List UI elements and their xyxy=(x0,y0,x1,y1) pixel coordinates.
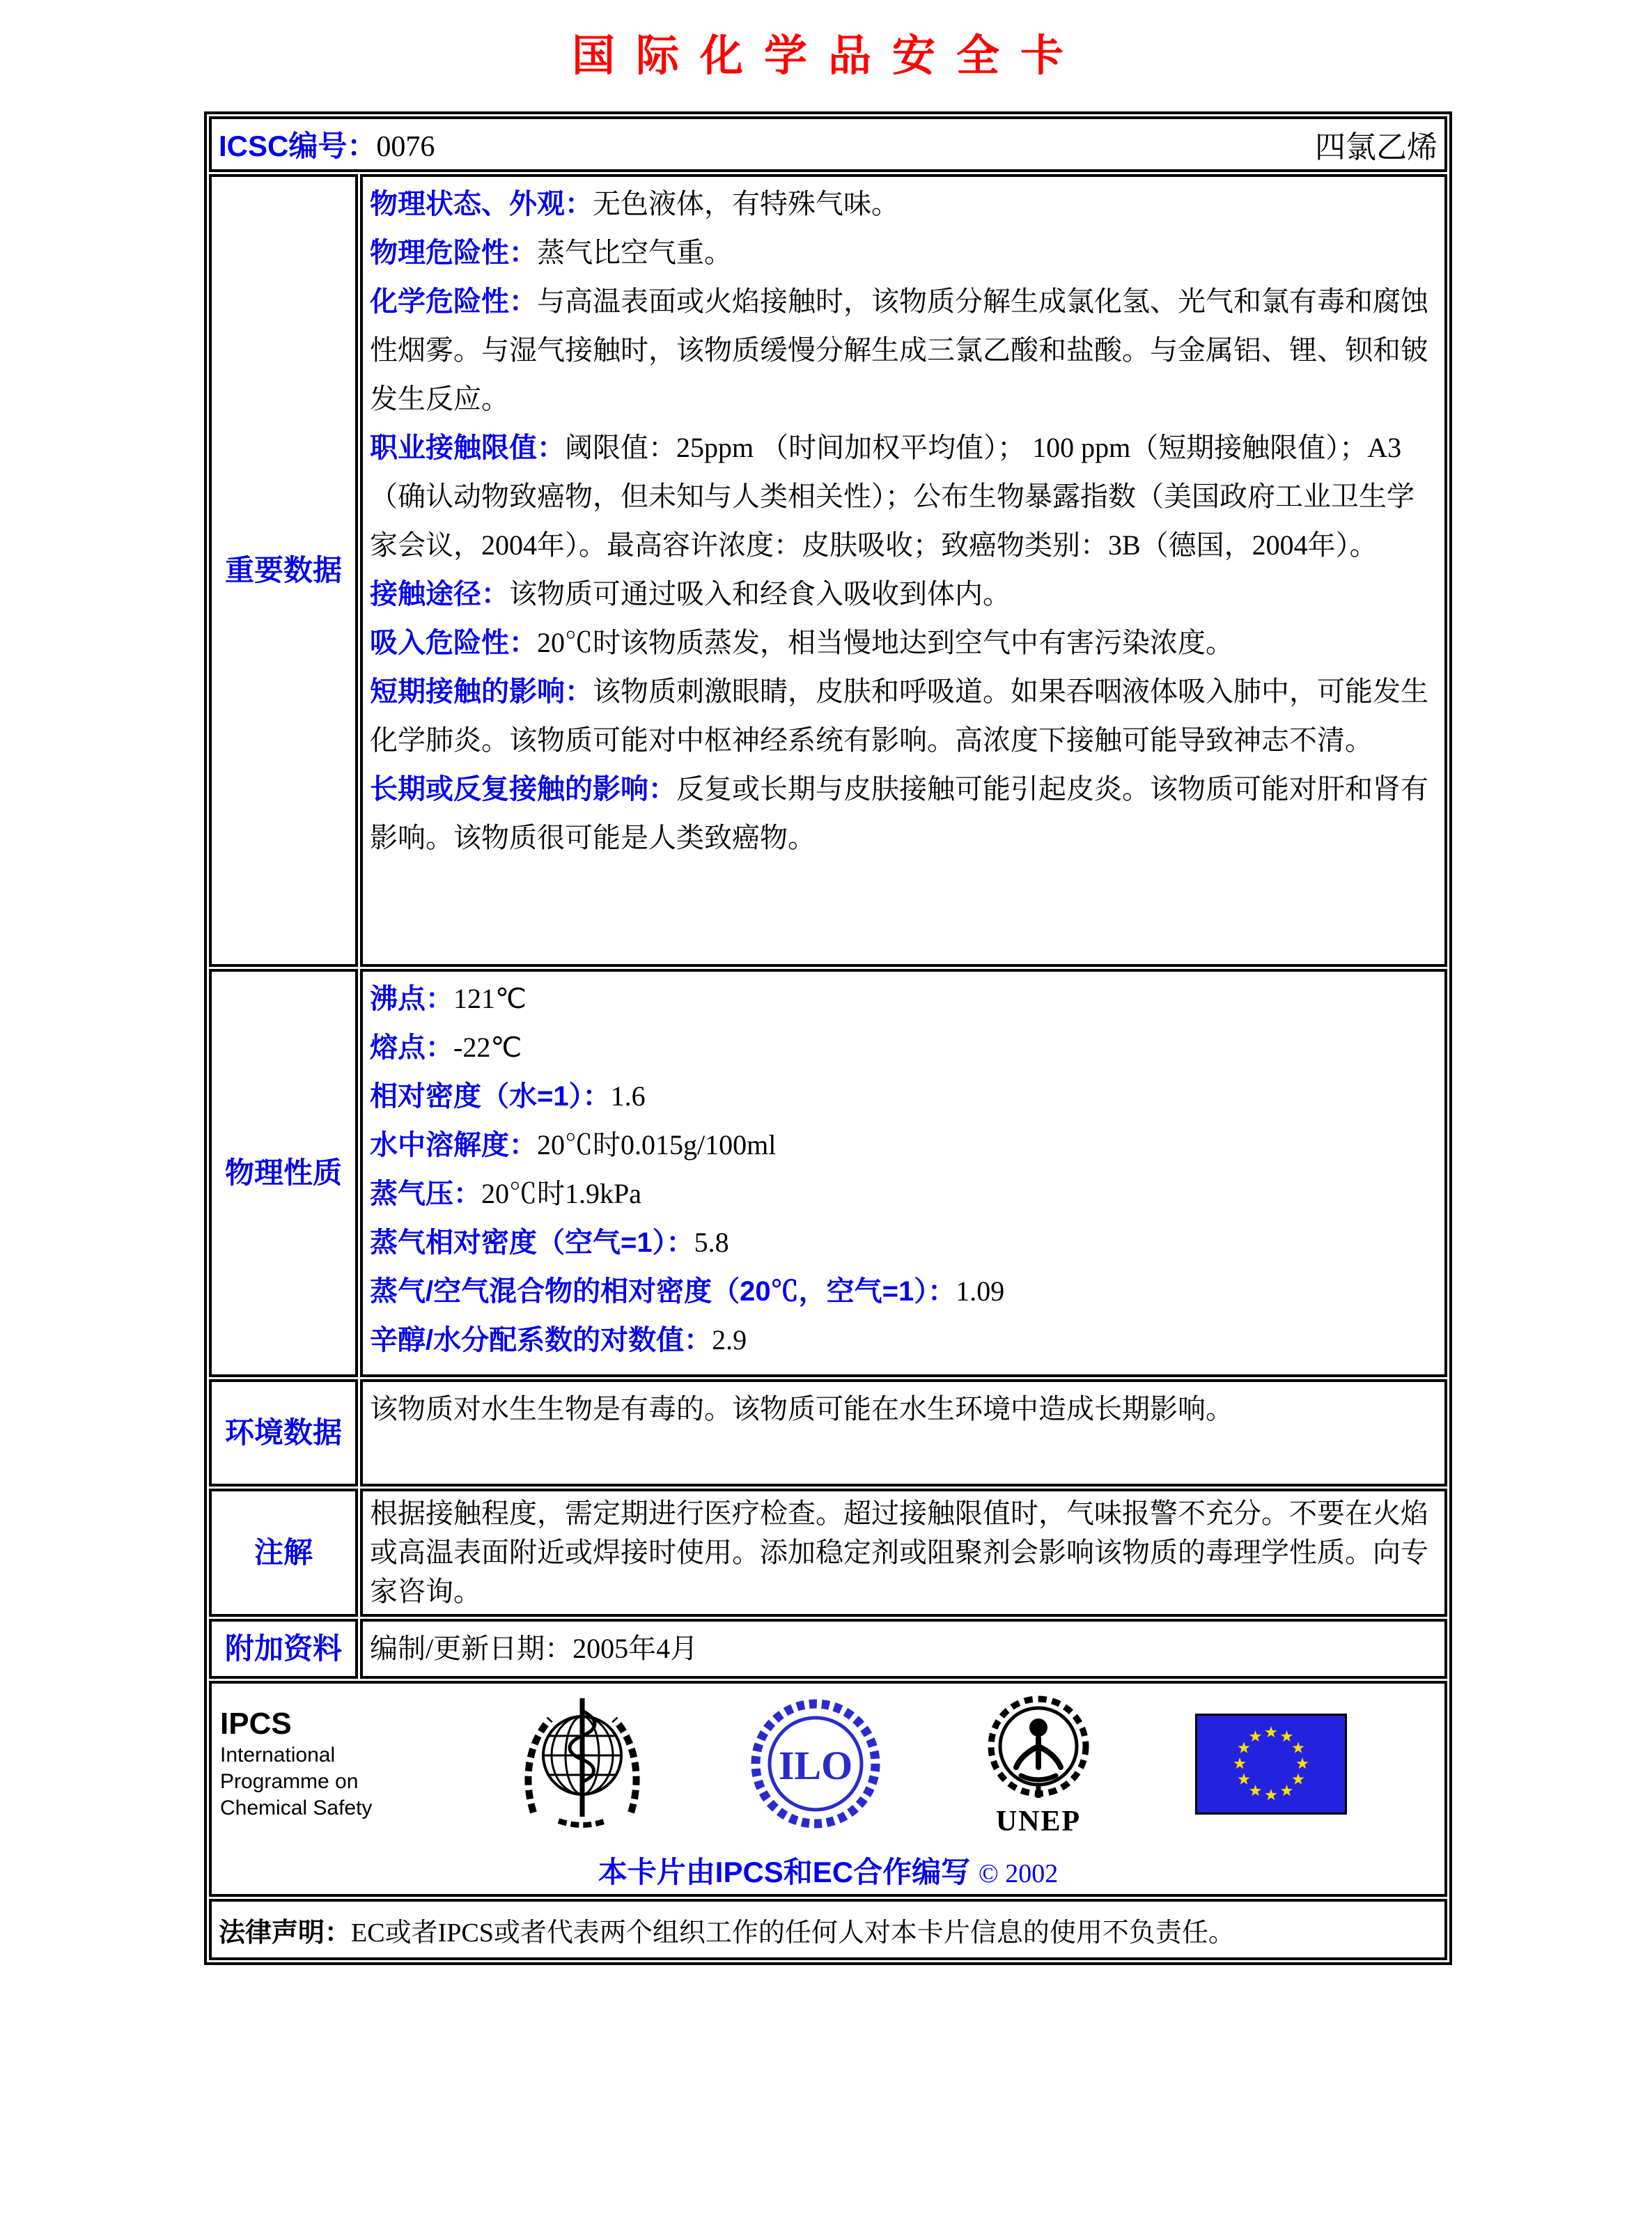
ipcs-line-2: Programme on xyxy=(220,1770,359,1793)
entry-exposure-routes: 接触途径：该物质可通过吸入和经食入吸收到体内。 xyxy=(370,578,1011,610)
icsc-number-label: ICSC编号： xyxy=(219,130,377,162)
notes-row xyxy=(209,1489,1447,1617)
entry-chemical-danger: 化学危险性：与高温表面或火焰接触时，该物质分解生成氯化氢、光气和氯有毒和腐蚀性烟雾。与湿气接触时，该物质缓慢分解生成三氯乙酸和盐酸。与金属铝、锂、钡和铍发生反应。 xyxy=(370,286,1428,414)
unep-block xyxy=(979,1689,1098,1838)
row-label-additional-info: 附加资料 xyxy=(209,1619,358,1679)
entry-physical-danger: 物理危险性：蒸气比空气重。 xyxy=(370,237,732,268)
icsc-card-table xyxy=(204,111,1452,1965)
page-title: 国际化学品安全卡 xyxy=(571,33,1084,80)
disclaimer-text: EC或者IPCS或者代表两个组织工作的任何人对本卡片信息的使用不负责任。 xyxy=(351,1918,1235,1948)
icsc-number xyxy=(219,123,435,165)
disclaimer-label: 法律声明： xyxy=(219,1918,352,1948)
chemical-name: 四氯乙烯 xyxy=(1315,130,1437,164)
disclaimer-row xyxy=(209,1899,1447,1960)
who-emblem-icon xyxy=(513,1693,652,1835)
cooperation-caption xyxy=(219,1849,1437,1891)
important-data-content xyxy=(360,174,1447,967)
ilo-emblem-icon xyxy=(749,1693,882,1835)
environmental-data-row xyxy=(209,1379,1447,1487)
caption-text: 本卡片由IPCS和EC合作编写 xyxy=(598,1856,971,1888)
unep-label: UNEP xyxy=(995,1806,1082,1838)
entry-vapor-air-mixture-density: 蒸气/空气混合物的相对密度（20℃，空气=1）：1.09 xyxy=(370,1275,1005,1307)
header-row xyxy=(209,116,1447,172)
entry-physical-state: 物理状态、外观：无色液体，有特殊气味。 xyxy=(370,188,899,219)
copyright-text: © 2002 xyxy=(978,1859,1059,1888)
row-label-environmental-data: 环境数据 xyxy=(209,1379,358,1487)
logos-cell xyxy=(209,1681,1447,1897)
icsc-number-value: 0076 xyxy=(376,131,435,163)
entry-short-term-effects: 短期接触的影响：该物质刺激眼睛，皮肤和呼吸道。如果吞咽液体吸入肺中，可能发生化学肺炎。该物质可能对中枢神经系统有影响。高浓度下接触可能导致神志不清。 xyxy=(370,676,1428,756)
ipcs-line-1: International xyxy=(220,1744,336,1767)
additional-info-row xyxy=(209,1619,1447,1679)
entry-water-solubility: 水中溶解度：20℃时0.015g/100ml xyxy=(370,1129,777,1161)
ipcs-acronym: IPCS xyxy=(220,1707,292,1741)
row-label-important-data: 重要数据 xyxy=(209,174,358,967)
entry-vapor-pressure: 蒸气压：20℃时1.9kPa xyxy=(370,1178,641,1209)
physical-properties-content xyxy=(360,969,1447,1377)
row-label-physical-properties: 物理性质 xyxy=(209,969,358,1377)
entry-melting-point: 熔点：-22℃ xyxy=(370,1032,522,1063)
ipcs-line-3: Chemical Safety xyxy=(220,1796,373,1819)
entry-inhalation-risk: 吸入危险性：20℃时该物质蒸发，相当慢地达到空气中有害污染浓度。 xyxy=(370,627,1233,658)
row-label-notes: 注解 xyxy=(209,1489,358,1617)
environmental-data-content: 该物质对水生生物是有毒的。该物质可能在水生环境中造成长期影响。 xyxy=(360,1379,1447,1487)
eu-flag-icon xyxy=(1195,1714,1347,1815)
disclaimer-cell xyxy=(209,1899,1447,1960)
ilo-label: ILO xyxy=(778,1742,853,1788)
logos-row xyxy=(209,1681,1447,1897)
header-cell xyxy=(209,116,1447,172)
entry-octanol-water-partition: 辛醇/水分配系数的对数值：2.9 xyxy=(370,1324,747,1356)
additional-info-content: 编制/更新日期：2005年4月 xyxy=(360,1619,1447,1679)
entry-boiling-point: 沸点：121℃ xyxy=(370,983,527,1014)
entry-long-term-effects: 长期或反复接触的影响：反复或长期与皮肤接触可能引起皮炎。该物质可能对肝和肾有影响。该物质很可能是人类致癌物。 xyxy=(370,773,1428,853)
ipcs-text-block xyxy=(220,1706,415,1822)
entry-vapor-relative-density: 蒸气相对密度（空气=1）：5.8 xyxy=(370,1227,729,1258)
important-data-row xyxy=(209,174,1447,967)
unep-emblem-icon xyxy=(979,1689,1098,1809)
notes-content: 根据接触程度，需定期进行医疗检查。超过接触限值时，气味报警不充分。不要在火焰或高温表面附近或焊接时使用。添加稳定剂或阻聚剂会影响该物质的毒理学性质。向专家咨询。 xyxy=(360,1489,1447,1617)
entry-occupational-limits: 职业接触限值：阈限值：25ppm （时间加权平均值）； 100 ppm（短期接触限值）；A3（确认动物致癌物，但未知与人类相关性）；公布生物暴露指数（美国政府工业卫生学家会议，2004年）。最高容许浓度：皮肤吸收；致癌物类别：3B（德国，2004年）。 xyxy=(370,432,1415,561)
entry-relative-density: 相对密度（水=1）：1.6 xyxy=(370,1080,646,1112)
physical-properties-row xyxy=(209,969,1447,1377)
